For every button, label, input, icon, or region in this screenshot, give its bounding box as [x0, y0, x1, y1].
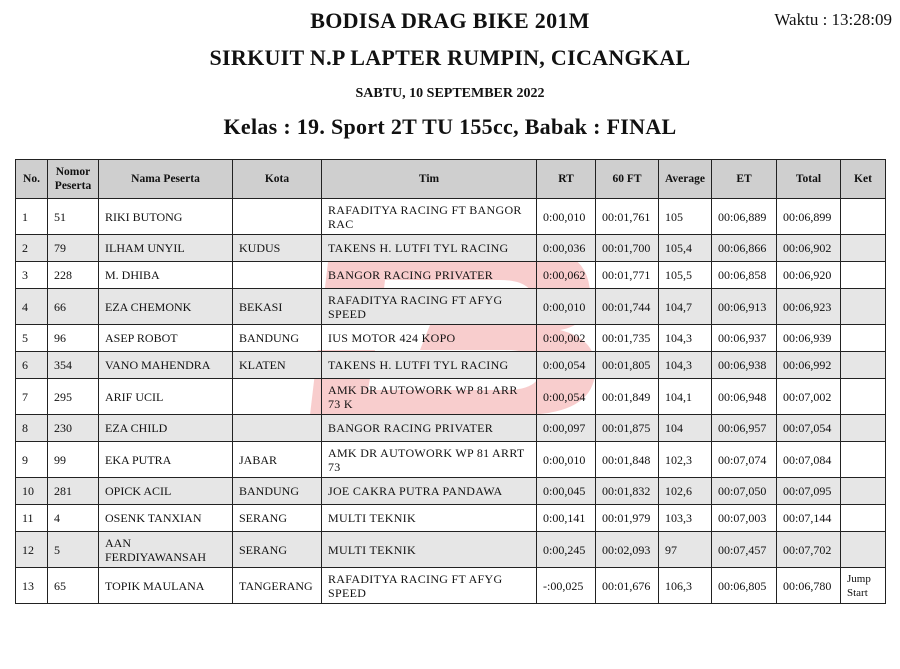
cell-average: 104,7 [659, 289, 712, 325]
cell-et: 00:07,050 [712, 478, 777, 505]
cell-tim: AMK DR AUTOWORK WP 81 ARRT 73 [322, 442, 537, 478]
cell-rt: 0:00,010 [537, 289, 596, 325]
cell-kota [233, 199, 322, 235]
cell-et: 00:07,457 [712, 532, 777, 568]
cell-60ft: 00:01,676 [596, 568, 659, 604]
cell-nomor: 65 [48, 568, 99, 604]
cell-average: 102,6 [659, 478, 712, 505]
cell-nama: TOPIK MAULANA [99, 568, 233, 604]
col-header-nama[interactable]: Nama Peserta [99, 160, 233, 199]
cell-rt: 0:00,045 [537, 478, 596, 505]
col-header-tim[interactable]: Tim [322, 160, 537, 199]
cell-et: 00:06,913 [712, 289, 777, 325]
cell-total: 00:06,923 [777, 289, 841, 325]
table-row[interactable] [16, 505, 886, 532]
cell-nama: ASEP ROBOT [99, 325, 233, 352]
table-row[interactable] [16, 325, 886, 352]
cell-nomor: 230 [48, 415, 99, 442]
cell-et: 00:06,937 [712, 325, 777, 352]
results-table [15, 159, 886, 604]
cell-ket [841, 325, 886, 352]
cell-kota: SERANG [233, 532, 322, 568]
cell-average: 104,1 [659, 379, 712, 415]
cell-nama: AAN FERDIYAWANSAH [99, 532, 233, 568]
cell-et: 00:06,866 [712, 235, 777, 262]
col-header-ket[interactable]: Ket [841, 160, 886, 199]
cell-nomor: 51 [48, 199, 99, 235]
cell-nomor: 281 [48, 478, 99, 505]
cell-no: 2 [16, 235, 48, 262]
cell-no: 11 [16, 505, 48, 532]
cell-tim: MULTI TEKNIK [322, 505, 537, 532]
cell-et: 00:06,858 [712, 262, 777, 289]
cell-ket [841, 478, 886, 505]
cell-nama: VANO MAHENDRA [99, 352, 233, 379]
cell-no: 12 [16, 532, 48, 568]
cell-rt: 0:00,141 [537, 505, 596, 532]
cell-60ft: 00:01,700 [596, 235, 659, 262]
cell-total: 00:07,002 [777, 379, 841, 415]
table-row[interactable] [16, 379, 886, 415]
cell-ket [841, 289, 886, 325]
cell-tim: JOE CAKRA PUTRA PANDAWA [322, 478, 537, 505]
cell-rt: 0:00,097 [537, 415, 596, 442]
cell-no: 6 [16, 352, 48, 379]
cell-et: 00:06,938 [712, 352, 777, 379]
col-header-kota[interactable]: Kota [233, 160, 322, 199]
table-row[interactable] [16, 289, 886, 325]
col-header-60ft[interactable]: 60 FT [596, 160, 659, 199]
cell-average: 104,3 [659, 352, 712, 379]
cell-total: 00:07,702 [777, 532, 841, 568]
cell-no: 3 [16, 262, 48, 289]
cell-total: 00:07,054 [777, 415, 841, 442]
cell-nama: EZA CHILD [99, 415, 233, 442]
cell-ket [841, 262, 886, 289]
cell-nama: M. DHIBA [99, 262, 233, 289]
cell-kota: KLATEN [233, 352, 322, 379]
header-row [16, 160, 886, 199]
cell-no: 7 [16, 379, 48, 415]
table-row[interactable] [16, 199, 886, 235]
cell-rt: 0:00,010 [537, 442, 596, 478]
cell-kota: BANDUNG [233, 478, 322, 505]
cell-ket [841, 379, 886, 415]
cell-nama: OSENK TANXIAN [99, 505, 233, 532]
cell-et: 00:06,957 [712, 415, 777, 442]
cell-60ft: 00:01,744 [596, 289, 659, 325]
cell-no: 1 [16, 199, 48, 235]
cell-60ft: 00:01,771 [596, 262, 659, 289]
cell-rt: -:00,025 [537, 568, 596, 604]
cell-total: 00:06,992 [777, 352, 841, 379]
col-header-nomor[interactable] [48, 160, 99, 199]
cell-tim: RAFADITYA RACING FT AFYG SPEED [322, 568, 537, 604]
cell-tim: TAKENS H. LUTFI TYL RACING [322, 235, 537, 262]
cell-kota: BANDUNG [233, 325, 322, 352]
col-header-average[interactable]: Average [659, 160, 712, 199]
cell-total: 00:07,084 [777, 442, 841, 478]
cell-kota [233, 379, 322, 415]
col-header-nomor-line2: Peserta [54, 180, 92, 192]
cell-total: 00:07,144 [777, 505, 841, 532]
cell-total: 00:06,920 [777, 262, 841, 289]
cell-nomor: 66 [48, 289, 99, 325]
cell-et: 00:07,074 [712, 442, 777, 478]
cell-ket [841, 235, 886, 262]
cell-et: 00:06,805 [712, 568, 777, 604]
cell-total: 00:06,902 [777, 235, 841, 262]
cell-no: 8 [16, 415, 48, 442]
cell-60ft: 00:01,805 [596, 352, 659, 379]
cell-kota [233, 415, 322, 442]
cell-kota: SERANG [233, 505, 322, 532]
cell-total: 00:06,939 [777, 325, 841, 352]
venue-title: SIRKUIT N.P LAPTER RUMPIN, CICANGKAL [209, 45, 691, 70]
table-row[interactable] [16, 568, 886, 604]
cell-rt: 0:00,054 [537, 379, 596, 415]
table-row[interactable] [16, 415, 886, 442]
cell-60ft: 00:01,848 [596, 442, 659, 478]
table-row[interactable] [16, 262, 886, 289]
table-row[interactable] [16, 532, 886, 568]
cell-rt: 0:00,054 [537, 352, 596, 379]
cell-nomor: 295 [48, 379, 99, 415]
cell-average: 97 [659, 532, 712, 568]
cell-tim: AMK DR AUTOWORK WP 81 ARR 73 K [322, 379, 537, 415]
cell-rt: 0:00,245 [537, 532, 596, 568]
cell-tim: RAFADITYA RACING FT AFYG SPEED [322, 289, 537, 325]
cell-average: 104 [659, 415, 712, 442]
col-header-no[interactable]: No. [16, 160, 48, 199]
table-row[interactable] [16, 442, 886, 478]
cell-total: 00:06,899 [777, 199, 841, 235]
cell-nomor: 354 [48, 352, 99, 379]
col-header-nomor-line1: Nomor [55, 166, 91, 178]
cell-ket [841, 415, 886, 442]
table-row[interactable] [16, 235, 886, 262]
cell-nomor: 79 [48, 235, 99, 262]
cell-rt: 0:00,002 [537, 325, 596, 352]
event-title: BODISA DRAG BIKE 201M [310, 8, 590, 33]
cell-no: 10 [16, 478, 48, 505]
cell-tim: BANGOR RACING PRIVATER [322, 262, 537, 289]
cell-kota [233, 262, 322, 289]
cell-60ft: 00:01,849 [596, 379, 659, 415]
cell-ket [841, 352, 886, 379]
cell-no: 4 [16, 289, 48, 325]
class-heading: Kelas : 19. Sport 2T TU 155cc, Babak : FINAL [223, 114, 677, 139]
cell-et: 00:07,003 [712, 505, 777, 532]
cell-nama: RIKI BUTONG [99, 199, 233, 235]
cell-kota: KUDUS [233, 235, 322, 262]
table-row[interactable] [16, 478, 886, 505]
cell-et: 00:06,948 [712, 379, 777, 415]
cell-ket [841, 505, 886, 532]
cell-nomor: 4 [48, 505, 99, 532]
col-header-total[interactable]: Total [777, 160, 841, 199]
timestamp: Waktu : 13:28:09 [774, 10, 892, 29]
cell-60ft: 00:01,875 [596, 415, 659, 442]
cell-no: 5 [16, 325, 48, 352]
cell-average: 105,4 [659, 235, 712, 262]
cell-tim: RAFADITYA RACING FT BANGOR RAC [322, 199, 537, 235]
cell-60ft: 00:02,093 [596, 532, 659, 568]
cell-rt: 0:00,036 [537, 235, 596, 262]
cell-rt: 0:00,010 [537, 199, 596, 235]
cell-tim: TAKENS H. LUTFI TYL RACING [322, 352, 537, 379]
cell-60ft: 00:01,761 [596, 199, 659, 235]
col-header-et[interactable]: ET [712, 160, 777, 199]
col-header-rt[interactable]: RT [537, 160, 596, 199]
cell-ket [841, 532, 886, 568]
cell-60ft: 00:01,735 [596, 325, 659, 352]
cell-average: 106,3 [659, 568, 712, 604]
cell-kota: TANGERANG [233, 568, 322, 604]
cell-nomor: 228 [48, 262, 99, 289]
cell-total: 00:07,095 [777, 478, 841, 505]
cell-average: 102,3 [659, 442, 712, 478]
cell-nama: OPICK ACIL [99, 478, 233, 505]
cell-60ft: 00:01,979 [596, 505, 659, 532]
cell-no: 9 [16, 442, 48, 478]
cell-nomor: 96 [48, 325, 99, 352]
event-date: SABTU, 10 SEPTEMBER 2022 [355, 86, 545, 101]
table-row[interactable] [16, 352, 886, 379]
cell-tim: MULTI TEKNIK [322, 532, 537, 568]
cell-nomor: 99 [48, 442, 99, 478]
cell-nomor: 5 [48, 532, 99, 568]
cell-nama: EKA PUTRA [99, 442, 233, 478]
cell-rt: 0:00,062 [537, 262, 596, 289]
cell-average: 104,3 [659, 325, 712, 352]
cell-kota: BEKASI [233, 289, 322, 325]
cell-average: 105,5 [659, 262, 712, 289]
cell-60ft: 00:01,832 [596, 478, 659, 505]
cell-ket [841, 199, 886, 235]
cell-ket: Jump Start [841, 568, 886, 604]
cell-average: 105 [659, 199, 712, 235]
cell-average: 103,3 [659, 505, 712, 532]
cell-tim: BANGOR RACING PRIVATER [322, 415, 537, 442]
cell-ket [841, 442, 886, 478]
cell-nama: ILHAM UNYIL [99, 235, 233, 262]
cell-nama: ARIF UCIL [99, 379, 233, 415]
cell-et: 00:06,889 [712, 199, 777, 235]
cell-kota: JABAR [233, 442, 322, 478]
cell-nama: EZA CHEMONK [99, 289, 233, 325]
cell-tim: IUS MOTOR 424 KOPO [322, 325, 537, 352]
cell-no: 13 [16, 568, 48, 604]
cell-total: 00:06,780 [777, 568, 841, 604]
